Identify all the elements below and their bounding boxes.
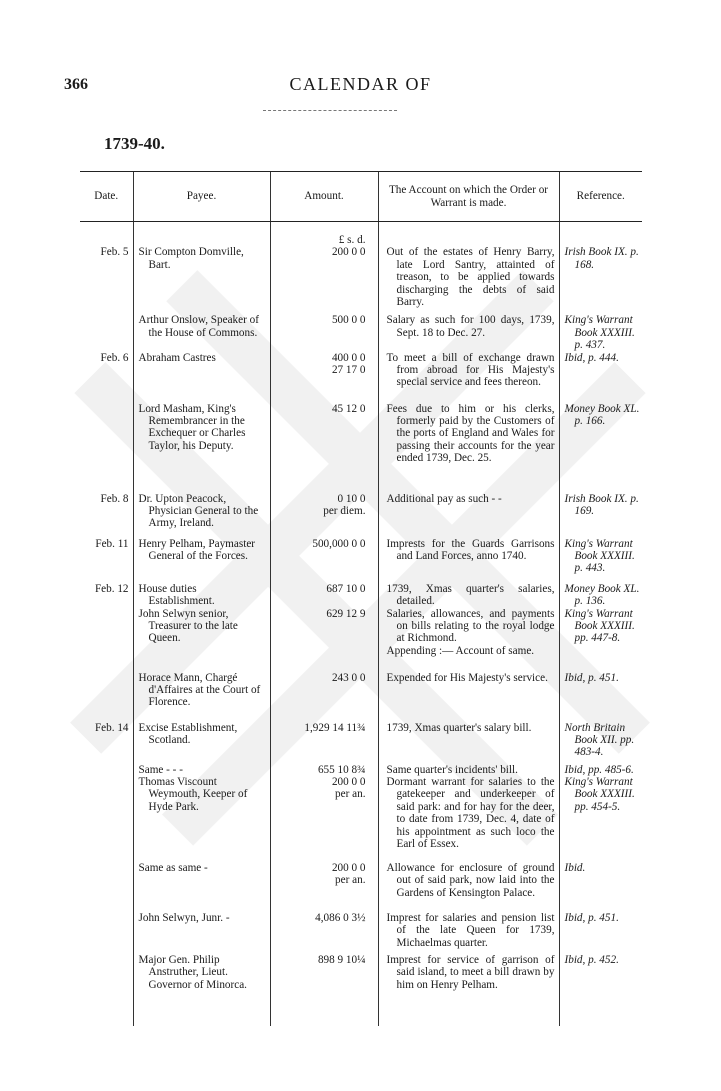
cell-reference [559, 776, 642, 862]
amount-text: 500,000 0 0 [312, 537, 366, 550]
cell-date [80, 764, 133, 776]
reference-text: North Britain Book XII. pp. 483-4. [564, 721, 635, 759]
cell-reference [559, 912, 642, 954]
table-row [80, 403, 642, 493]
cell-date [80, 776, 133, 862]
table-row [80, 493, 642, 538]
amount-text: 898 9 10¼ [317, 954, 366, 967]
column-header-payee: Payee. [133, 172, 270, 222]
cell-payee [133, 583, 270, 608]
cell-reference [559, 722, 642, 764]
cell-reference [559, 583, 642, 608]
account-text: Expended for His Majesty's service. [386, 671, 548, 684]
cell-account [378, 776, 559, 862]
cell-amount [270, 672, 378, 722]
amount-text: 4,086 0 3½ [315, 912, 366, 925]
units-label: £ s. d. [270, 222, 378, 247]
cell-date [80, 538, 133, 583]
cell-account [378, 608, 559, 672]
column-header-account: The Account on which the Order or Warrant is made. [378, 172, 559, 222]
cell-account [378, 246, 559, 314]
cell-amount [270, 403, 378, 493]
cell-reference [559, 493, 642, 538]
table-header-row [80, 172, 642, 222]
cell-amount [270, 912, 378, 954]
payee-text: Arthur Onslow, Speaker of the House of Commons. [138, 314, 259, 339]
cell-date [80, 403, 133, 493]
running-head [0, 70, 721, 100]
account-text: Additional pay as such - - [386, 492, 502, 505]
reference-text: King's Warrant Book XXXIII. p. 443. [564, 537, 635, 575]
account-text: Imprest for service of garrison of said island, to meet a bill drawn by him on Henry Pelham. [386, 954, 555, 991]
reference-text: Ibid, p. 451. [564, 671, 619, 684]
date-text: Feb. 14 [94, 721, 129, 734]
payee-text: Horace Mann, Chargé d'Affaires at the Court of Florence. [138, 671, 261, 709]
amount-text: 200 0 0 per an. [331, 862, 366, 887]
amount-text: 45 12 0 [331, 402, 366, 415]
amount-text: 200 0 0 per an. [331, 776, 366, 801]
column-header-date: Date. [80, 172, 133, 222]
cell-payee [133, 912, 270, 954]
cell-date [80, 583, 133, 608]
table-body [80, 222, 642, 1027]
units-row [80, 222, 642, 247]
cell-amount [270, 246, 378, 314]
payee-text: House duties Establishment. [138, 582, 215, 608]
table-row [80, 583, 642, 608]
cell-amount [270, 352, 378, 403]
column-header-reference: Reference. [559, 172, 642, 222]
cell-reference [559, 352, 642, 403]
account-text: Dormant warrant for salaries to the gatekeeper and underkeeper of said park: and for hay for the deer, to date from 1739, Dec. 4, date of his appointment as such loco the Earl of Essex. [386, 776, 555, 851]
amount-text: 200 0 0 [331, 246, 366, 259]
table-row [80, 314, 642, 351]
payee-text: Major Gen. Philip Anstruther, Lieut. Governor of Minorca. [138, 954, 247, 991]
payee-text: John Selwyn senior, Treasurer to the late Queen. [138, 607, 238, 645]
cell-amount [270, 776, 378, 862]
amount-text: 687 10 0 [326, 582, 366, 595]
cell-reference [559, 672, 642, 722]
table-row [80, 246, 642, 314]
amount-text: 655 10 8¾ [317, 763, 366, 776]
cell-amount [270, 722, 378, 764]
page-title: CALENDAR OF [289, 74, 432, 94]
cell-amount [270, 538, 378, 583]
cell-payee [133, 538, 270, 583]
cell-account [378, 764, 559, 776]
cell-date [80, 672, 133, 722]
cell-account [378, 583, 559, 608]
payee-text: Henry Pelham, Paymaster General of the Forces. [138, 537, 256, 563]
cell-date [80, 608, 133, 672]
column-header-amount: Amount. [270, 172, 378, 222]
table-row [80, 954, 642, 1026]
cell-payee [133, 608, 270, 672]
reference-text: Money Book XL. p. 166. [564, 402, 640, 428]
account-text: Salary as such for 100 days, 1739, Sept. 18 to Dec. 27. [386, 314, 555, 339]
cell-date [80, 246, 133, 314]
reference-text: Ibid, p. 452. [564, 954, 619, 967]
amount-text: 243 0 0 [331, 671, 366, 684]
table-row [80, 352, 642, 403]
amount-text: 0 10 0 per diem. [323, 492, 366, 518]
account-text: Same quarter's incidents' bill. [386, 763, 518, 776]
cell-date [80, 912, 133, 954]
cell-payee [133, 764, 270, 776]
payee-text: John Selwyn, Junr. - [138, 912, 230, 925]
cell-amount [270, 314, 378, 351]
cell-payee [133, 954, 270, 1026]
table-row [80, 672, 642, 722]
account-text: Out of the estates of Henry Barry, late Lord Santry, attainted of treason, to be applied towards discharging the debts of said Barry. [386, 246, 555, 309]
cell-amount [270, 608, 378, 672]
table-row [80, 776, 642, 862]
amount-text: 1,929 14 11¾ [304, 721, 366, 734]
date-text: Feb. 12 [94, 582, 129, 595]
cell-account [378, 314, 559, 351]
cell-payee [133, 493, 270, 538]
date-text: Feb. 6 [100, 351, 129, 364]
year-heading: 1739-40. [104, 134, 165, 153]
cell-reference [559, 862, 642, 912]
table-row [80, 722, 642, 764]
title-rule [263, 110, 397, 111]
cell-account [378, 912, 559, 954]
calendar-table [80, 171, 642, 1026]
payee-text: Thomas Viscount Weymouth, Keeper of Hyde Park. [138, 776, 248, 813]
reference-text: Ibid, p. 451. [564, 912, 619, 925]
page-number: 366 [64, 76, 88, 93]
account-text: 1739, Xmas quarter's salary bill. [386, 721, 532, 734]
cell-amount [270, 764, 378, 776]
payee-text: Sir Compton Domville, Bart. [138, 246, 244, 271]
cell-account [378, 352, 559, 403]
cell-date [80, 954, 133, 1026]
account-text: 1739, Xmas quarter's salaries, detailed. [386, 582, 555, 608]
cell-payee [133, 862, 270, 912]
amount-text: 629 12 9 [326, 607, 366, 620]
cell-account [378, 493, 559, 538]
cell-amount [270, 954, 378, 1026]
reference-text: Irish Book IX. p. 168. [564, 246, 639, 271]
account-text: Salaries, allowances, and payments on bills relating to the royal lodge at Richmond. [386, 607, 555, 645]
cell-account [378, 722, 559, 764]
cell-payee [133, 246, 270, 314]
cell-reference [559, 246, 642, 314]
cell-amount [270, 493, 378, 538]
cell-payee [133, 776, 270, 862]
amount-text: 500 0 0 [331, 314, 366, 327]
date-text: Feb. 8 [100, 492, 129, 505]
cell-reference [559, 314, 642, 351]
table-row [80, 862, 642, 912]
amount-text: 400 0 0 27 17 0 [331, 351, 366, 377]
cell-account [378, 954, 559, 1026]
cell-reference [559, 954, 642, 1026]
table-row [80, 912, 642, 954]
payee-text: Dr. Upton Peacock, Physician General to the Army, Ireland. [138, 492, 259, 530]
reference-text: Money Book XL. p. 136. [564, 582, 640, 608]
table-row [80, 764, 642, 776]
account-text: Fees due to him or his clerks, formerly paid by the Customers of the ports of England and Wales for passing their accounts for the year ended 1739, Dec. 25. [386, 402, 555, 465]
date-text: Feb. 5 [100, 246, 129, 259]
cell-amount [270, 862, 378, 912]
cell-date [80, 493, 133, 538]
cell-date [80, 314, 133, 351]
cell-payee [133, 403, 270, 493]
payee-text: Same as same - [138, 862, 208, 875]
cell-account [378, 862, 559, 912]
payee-text: Same - - - [138, 763, 183, 776]
cell-date [80, 352, 133, 403]
cell-payee [133, 672, 270, 722]
account-text: Allowance for enclosure of ground out of said park, now laid into the Gardens of Kensington Palace. [386, 862, 555, 899]
reference-text: Irish Book IX. p. 169. [564, 492, 639, 518]
account-text: Imprests for the Guards Garrisons and Land Forces, anno 1740. [386, 537, 555, 563]
reference-text: Ibid, pp. 485-6. [564, 763, 634, 776]
cell-date [80, 862, 133, 912]
date-text: Feb. 11 [95, 537, 129, 550]
cell-account [378, 538, 559, 583]
cell-account [378, 403, 559, 493]
reference-text: King's Warrant Book XXXIII. pp. 454-5. [564, 776, 635, 813]
account-note: Appending :— Account of same. [386, 644, 535, 657]
cell-payee [133, 722, 270, 764]
table-row [80, 538, 642, 583]
reference-text: Ibid. [564, 862, 586, 875]
cell-account [378, 672, 559, 722]
cell-reference [559, 764, 642, 776]
cell-date [80, 722, 133, 764]
cell-reference [559, 608, 642, 672]
reference-text: King's Warrant Book XXXIII. pp. 447-8. [564, 607, 635, 645]
cell-reference [559, 403, 642, 493]
reference-text: King's Warrant Book XXXIII. p. 437. [564, 314, 635, 352]
payee-text: Excise Establishment, Scotland. [138, 721, 238, 747]
cell-payee [133, 352, 270, 403]
cell-amount [270, 583, 378, 608]
reference-text: Ibid, p. 444. [564, 351, 619, 364]
table-row [80, 608, 642, 672]
payee-text: Lord Masham, King's Remembrancer in the Exchequer or Charles Taylor, his Deputy. [138, 402, 246, 452]
cell-payee [133, 314, 270, 351]
payee-text: Abraham Castres [138, 351, 216, 364]
account-text: To meet a bill of exchange drawn from abroad for His Majesty's special service and fees thereon. [386, 351, 555, 389]
cell-reference [559, 538, 642, 583]
account-text: Imprest for salaries and pension list of the late Queen for 1739, Michaelmas quarter. [386, 912, 555, 949]
